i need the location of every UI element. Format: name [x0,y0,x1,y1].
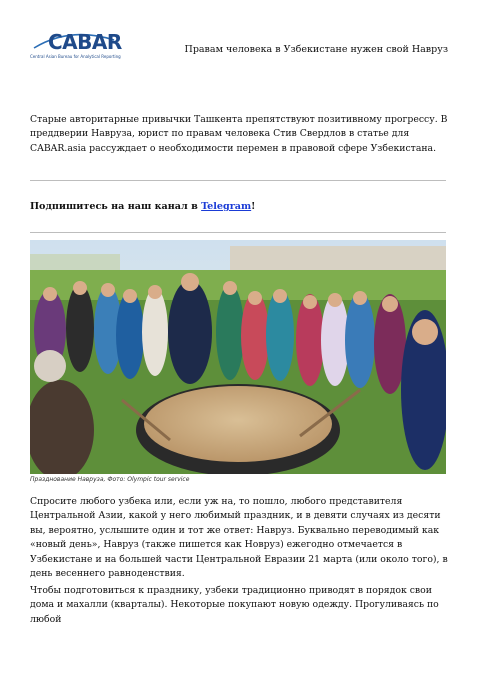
article-lead: Старые авторитарные привычки Ташкента препятствуют позитивному прогрессу. В преддверии Навруза, юрист по правам человека Стив Свердлов в статье для CABAR.asia рассуждает о необходимости перемен в правовой сфере Узбекистана. [30,114,448,154]
nowruz-celebration-image [30,240,446,474]
logo-tagline: Central Asian Bureau for Analytical Reporting [30,54,121,59]
article-photo [30,240,446,474]
subscribe-line [30,201,255,212]
logo-wordmark: CABAR [48,30,122,54]
photo-caption: Празднование Навруза, Фото: Olympic tour service [30,476,190,483]
subscribe-prefix: Подпишитесь на наш канал в [30,201,202,212]
divider-bottom [30,232,446,233]
body-paragraph-1: Спросите любого узбека или, если уж на, то пошло, любого представителя Центральной Азии, какой у него любимый праздник, и в девяти случаях из десяти вы, вероятно, услышите один и тот же ответ: Навруз. Буквально переводимый как «новый день», Навруз (также пишется как Новруз) ежегодно отмечается в Узбекистане и на большей части Центральной Евразии 21 марта (или около того), в день весеннего равноденствия. [30,496,448,580]
subscribe-suffix: ! [251,201,256,212]
telegram-link[interactable]: Telegram [201,201,252,212]
divider-top [30,180,446,181]
cabar-logo[interactable] [30,30,120,64]
body-paragraph-2: Чтобы подготовиться к празднику, узбеки традиционно приводят в порядок свои дома и махалли (кварталы). Некоторые покупают новую одежду. Прогуливаясь по любой [30,585,439,625]
page-title: Правам человека в Узбекистане нужен свой Навруз [184,44,448,55]
